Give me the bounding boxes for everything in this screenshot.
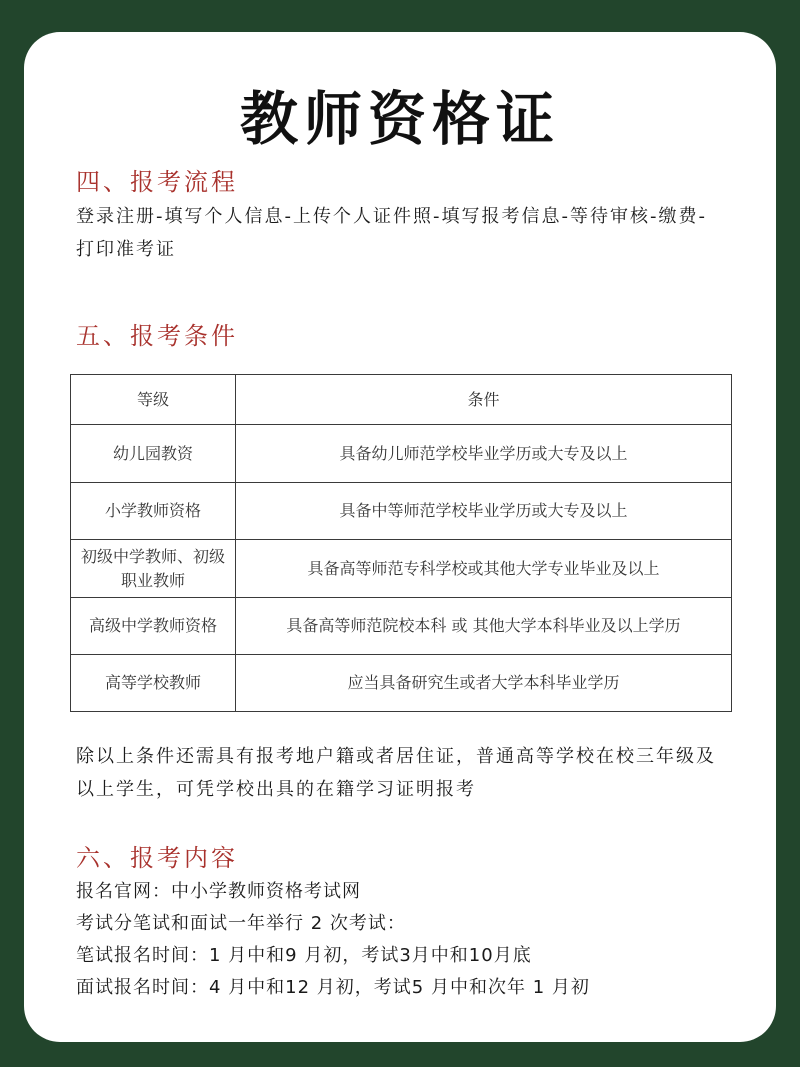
table-row [71,655,732,712]
table-header-level: 等级 [71,375,236,425]
exam-count-line: 考试分笔试和面试一年举行 2 次考试： [76,913,406,934]
table-cell-condition: 具备幼儿师范学校毕业学历或大专及以上 [236,425,732,483]
table-cell-condition: 具备高等师范专科学校或其他大学专业毕业及以上 [236,540,732,598]
table-row [71,483,732,540]
official-site-line: 报名官网：中小学教师资格考试网 [76,881,361,902]
table-cell-level: 高级中学教师资格 [71,598,236,655]
table-cell-condition: 具备高等师范院校本科 或 其他大学本科毕业及以上学历 [236,598,732,655]
table-cell-condition: 应当具备研究生或者大学本科毕业学历 [236,655,732,712]
section-heading-process: 四、报考流程 [76,168,238,196]
interview-line: 面试报名时间：4 月中和12 月初，考试5 月中和次年 1 月初 [76,977,590,998]
content-card [24,32,776,1042]
table-cell-level: 高等学校教师 [71,655,236,712]
table-header-condition: 条件 [236,375,732,425]
page-title: 教师资格证 [239,85,560,153]
written-exam-line: 笔试报名时间：1 月中和9 月初，考试3月中和10月底 [76,945,532,966]
section-heading-conditions: 五、报考条件 [76,322,238,350]
table-header-row [71,375,732,425]
table-row [71,540,732,598]
process-steps-text: 登录注册-填写个人信息-上传个人证件照-填写报考信息-等待审核-缴费-打印准考证 [76,206,707,260]
conditions-note: 除以上条件还需具有报考地户籍或者居住证，普通高等学校在校三年级及以上学生，可凭学校出具的在籍学习证明报考 [76,746,716,800]
table-cell-level: 小学教师资格 [71,483,236,540]
exam-content-lines [76,876,756,1004]
section-heading-content: 六、报考内容 [76,844,238,872]
table-cell-condition: 具备中等师范学校毕业学历或大专及以上 [236,483,732,540]
table-cell-level: 初级中学教师、初级职业教师 [71,540,236,598]
table-row [71,598,732,655]
table-row [71,425,732,483]
conditions-table [70,374,732,712]
table-cell-level: 幼儿园教资 [71,425,236,483]
